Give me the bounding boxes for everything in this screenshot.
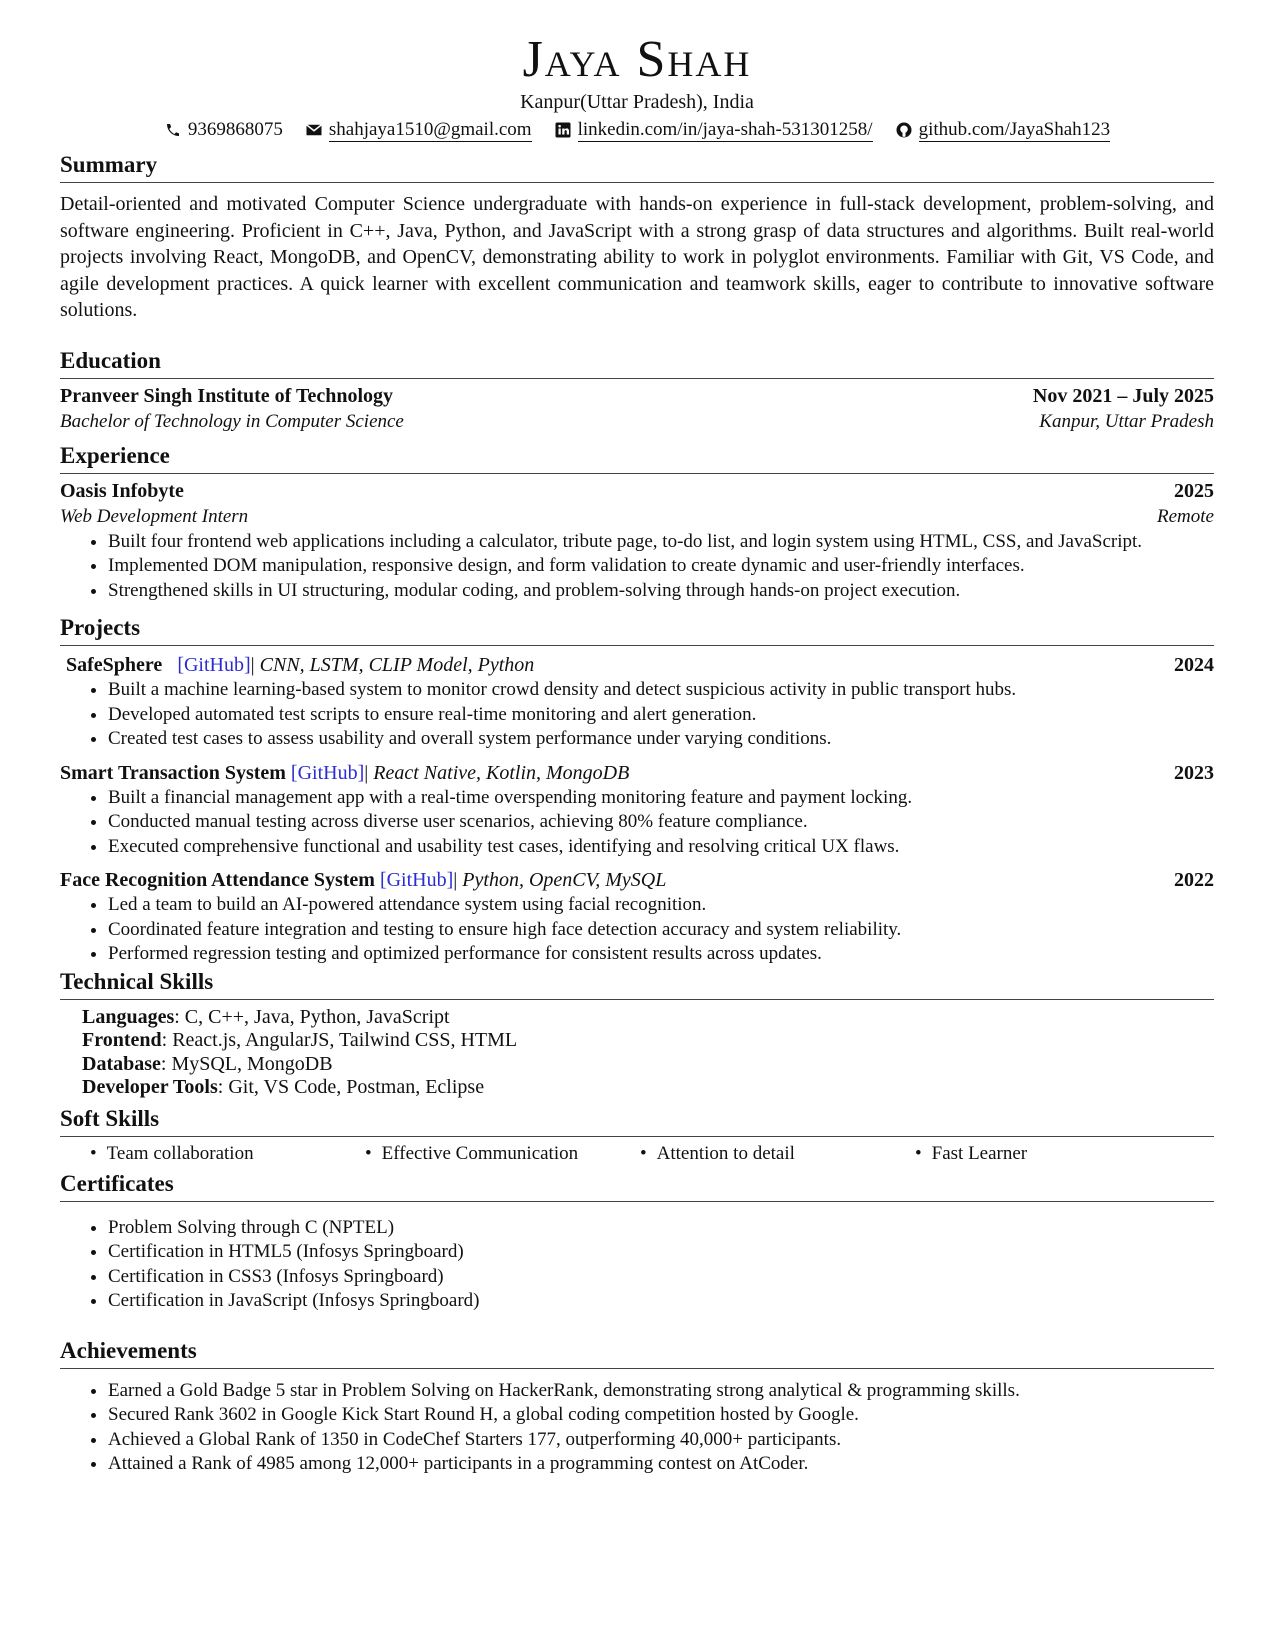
experience-row <box>60 478 1214 504</box>
project-bullets <box>60 893 1214 967</box>
github-icon <box>895 121 913 139</box>
list-item: • Problem Solving through C (NPTEL) <box>108 1216 1214 1241</box>
school-name: Pranveer Singh Institute of Technology <box>60 384 393 407</box>
skill-label: Database <box>82 1052 161 1075</box>
skill-row <box>82 1006 1214 1030</box>
list-item: • Performed regression testing and optimized performance for consistent results across updates. <box>108 942 1214 967</box>
contact-github[interactable] <box>895 116 1111 144</box>
project-year: 2022 <box>1174 869 1214 891</box>
project-name: SafeSphere <box>66 654 163 676</box>
skill-value: : React.js, AngularJS, Tailwind CSS, HTML <box>161 1029 518 1051</box>
separator: | <box>364 761 369 784</box>
separator: | <box>453 869 458 891</box>
list-item: • Certification in CSS3 (Infosys Springboard) <box>108 1265 1214 1290</box>
resume-page <box>60 30 1214 1477</box>
list-item: • Built a machine learning-based system to monitor crowd density and detect suspicious activity in public transport hubs. <box>108 678 1214 703</box>
experience-bullets <box>60 530 1214 604</box>
project-header <box>60 760 1214 786</box>
section-projects-title: Projects <box>60 613 1214 646</box>
skill-label: Developer Tools <box>82 1076 218 1098</box>
section-achievements-title: Achievements <box>60 1336 1214 1369</box>
github-project-link[interactable]: [GitHub] <box>177 654 251 676</box>
github-link[interactable]: github.com/JayaShah123 <box>918 118 1111 140</box>
list-item: • Developed automated test scripts to ensure real-time monitoring and alert generation. <box>108 703 1214 728</box>
linkedin-icon <box>554 121 572 139</box>
list-item: • Coordinated feature integration and testing to ensure high face detection accuracy and system reliability. <box>108 918 1214 943</box>
list-item: • Led a team to build an AI-powered attendance system using facial recognition. <box>108 893 1214 918</box>
section-certificates-title: Certificates <box>60 1169 1214 1202</box>
list-item: • Attained a Rank of 4985 among 12,000+ participants in a programming contest on AtCoder. <box>108 1452 1214 1477</box>
project-header <box>60 867 1214 893</box>
list-item: • Team collaboration <box>90 1141 365 1167</box>
linkedin-link[interactable]: linkedin.com/in/jaya-shah-531301258/ <box>577 118 873 140</box>
list-item: • Achieved a Global Rank of 1350 in CodeChef Starters 177, outperforming 40,000+ participants. <box>108 1428 1214 1453</box>
list-item: • Attention to detail <box>640 1141 915 1167</box>
skill-row <box>82 1076 1214 1100</box>
github-project-link[interactable]: [GitHub] <box>290 761 365 784</box>
list-item: • Strengthened skills in UI structuring, modular coding, and problem-solving through hands-on project execution. <box>108 579 1214 604</box>
list-item: • Built four frontend web applications including a calculator, tribute page, to-do list, and login system using HTML, CSS, and JavaScript. <box>108 530 1214 555</box>
section-experience-title: Experience <box>60 441 1214 474</box>
candidate-name: Jaya Shah <box>522 31 752 88</box>
section-summary-title: Summary <box>60 150 1214 183</box>
project-tech: CNN, LSTM, CLIP Model, Python <box>259 654 535 676</box>
project-name: Face Recognition Attendance System <box>60 869 375 891</box>
summary-text: Detail-oriented and motivated Computer Science undergraduate with hands-on experience in full-stack development, problem-solving, and software engineering. Proficient in C++, Java, Python, and JavaScript with a strong grasp of data structures and algorithms. Built real-world projects involving React, MongoDB, and OpenCV, demonstrating ability to work in polyglot environments. Familiar with Git, VS Code, and agile development practices. A quick learner with excellent communication and teamwork skills, eager to contribute to innovative software solutions. <box>60 193 1214 321</box>
role: Web Development Intern <box>60 505 249 527</box>
contact-email[interactable] <box>305 116 532 144</box>
experience-sub-row <box>60 504 1214 530</box>
project-header <box>60 652 1214 678</box>
degree: Bachelor of Technology in Computer Science <box>60 410 404 432</box>
section-soft-skills-title: Soft Skills <box>60 1104 1214 1137</box>
skill-value: : Git, VS Code, Postman, Eclipse <box>217 1076 485 1098</box>
education-place: Kanpur, Uttar Pradesh <box>1039 410 1214 432</box>
contact-linkedin[interactable] <box>554 116 873 144</box>
list-item: • Executed comprehensive functional and usability test cases, identifying and resolving critical UX flaws. <box>108 835 1214 860</box>
section-technical-skills-title: Technical Skills <box>60 967 1214 1000</box>
separator: | <box>250 654 255 676</box>
skill-label: Frontend <box>82 1029 162 1051</box>
list-item: • Certification in JavaScript (Infosys Springboard) <box>108 1289 1214 1314</box>
certificates-list <box>60 1216 1214 1314</box>
phone-icon <box>164 121 182 139</box>
education-dates: Nov 2021 – July 2025 <box>1032 384 1214 407</box>
email-link[interactable]: shahjaya1510@gmail.com <box>328 118 532 140</box>
list-item: • Effective Communication <box>365 1141 640 1167</box>
list-item: • Conducted manual testing across diverse user scenarios, achieving 80% feature compliance. <box>108 810 1214 835</box>
list-item: • Created test cases to assess usability and overall system performance under varying conditions. <box>108 727 1214 752</box>
github-project-link[interactable]: [GitHub] <box>379 869 454 891</box>
work-mode: Remote <box>1157 505 1214 527</box>
contact-phone <box>164 116 283 144</box>
list-item: • Fast Learner <box>915 1141 1190 1167</box>
contact-bar <box>60 116 1214 144</box>
skill-value: : MySQL, MongoDB <box>160 1052 333 1075</box>
education-sub-row <box>60 409 1214 435</box>
list-item: • Earned a Gold Badge 5 star in Problem Solving on HackerRank, demonstrating strong analytical & programming skills. <box>108 1379 1214 1404</box>
project-bullets <box>60 786 1214 860</box>
project-year: 2023 <box>1174 761 1214 784</box>
envelope-icon <box>305 121 323 139</box>
skill-row <box>82 1029 1214 1053</box>
achievements-list <box>60 1379 1214 1477</box>
project-bullets <box>60 678 1214 752</box>
skill-value: : C, C++, Java, Python, JavaScript <box>174 1005 450 1028</box>
technical-skills-list <box>60 1006 1214 1100</box>
company-name: Oasis Infobyte <box>60 479 184 502</box>
list-item: • Certification in HTML5 (Infosys Springboard) <box>108 1240 1214 1265</box>
soft-skills-list <box>60 1141 1214 1167</box>
experience-year: 2025 <box>1174 479 1214 502</box>
phone-number: 9369868075 <box>187 119 283 140</box>
project-year: 2024 <box>1174 654 1214 676</box>
education-row <box>60 383 1214 409</box>
project-tech: Python, OpenCV, MySQL <box>462 869 667 891</box>
project-tech: React Native, Kotlin, MongoDB <box>373 761 630 784</box>
project-name: Smart Transaction System <box>60 761 286 784</box>
list-item: • Implemented DOM manipulation, responsive design, and form validation to create dynamic and user-friendly interfaces. <box>108 554 1214 579</box>
list-item: • Built a financial management app with a real-time overspending monitoring feature and payment locking. <box>108 786 1214 811</box>
list-item: • Secured Rank 3602 in Google Kick Start Round H, a global coding competition hosted by Google. <box>108 1403 1214 1428</box>
skill-row <box>82 1053 1214 1077</box>
skill-label: Languages <box>82 1005 175 1028</box>
section-education-title: Education <box>60 346 1214 379</box>
candidate-location: Kanpur(Uttar Pradesh), India <box>520 91 754 113</box>
